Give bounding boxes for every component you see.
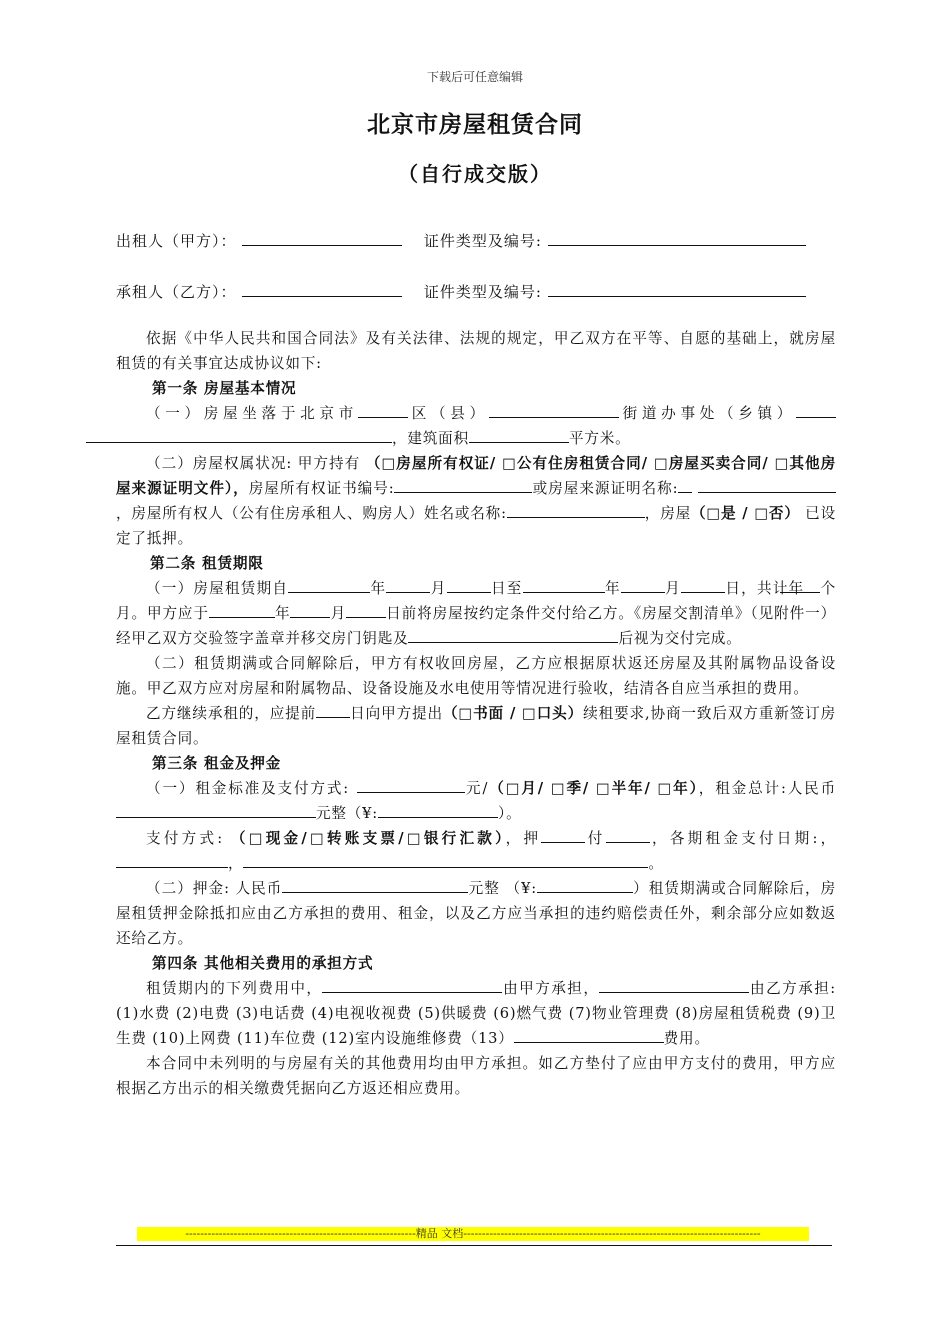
street-office-blank[interactable] [489, 403, 619, 418]
ownership-document-checkboxes[interactable]: （□房屋所有权证/ □公有住房租赁合同/ □房屋买卖合同/ □其他房屋来源证明文件）， [116, 455, 836, 497]
article-4-clause-2: 本合同中未列明的与房屋有关的其他费用均由甲方承担。如乙方垫付了应由甲方支付的费用，甲方应根据乙方出示的相关缴费凭据向乙方返还相应费用。 [116, 1055, 836, 1097]
payment-date-blank-1[interactable] [116, 853, 228, 868]
start-day-blank[interactable] [447, 578, 491, 593]
lessee-name-blank[interactable] [242, 282, 402, 297]
total-months-blank[interactable] [780, 578, 820, 593]
payment-method-checkboxes[interactable]: （□现金/□转账支票/□银行汇款） [230, 830, 506, 847]
start-month-blank[interactable] [386, 578, 430, 593]
contract-body [116, 326, 836, 1101]
end-year-blank[interactable] [523, 578, 605, 593]
end-month-blank[interactable] [621, 578, 665, 593]
article-3-clause-1: （一）租金标准及支付方式: 元/（□月/ □季/ □半年/ □年），租金总计:人民币元整（¥: ）。 [116, 776, 836, 826]
deposit-months-blank[interactable] [541, 828, 585, 843]
document-subtitle: （自行成交版） [398, 162, 552, 186]
article-3-clause-2: （二）押金: 人民币 元整 （¥: ）租赁期满或合同解除后，房屋租赁押金除抵扣应由乙方承担的费用、租金，以及乙方应当承担的违约赔偿责任外，剩余部分应如数返还给乙方。 [116, 880, 836, 947]
lessor-id-label: 证件类型及编号: [423, 232, 542, 250]
article-2-clause-1: （一）房屋租赁期自 年 月 日至 年 月 日，共计年 个月。甲方应于 年 月 日前将房屋按约定条件交付给乙方。《房屋交割清单》（见附件一）经甲乙双方交验签字盖章并移交房门钥匙及 后视为交付完成。 [116, 580, 836, 647]
lessor-fees-blank[interactable] [322, 978, 502, 993]
footer-banner: --------------------------------------------------------------精品 文档-------------------------------------------------------------------------------- [137, 1227, 809, 1241]
lessor-name-blank[interactable] [242, 231, 402, 246]
article-4-title: 第四条 其他相关费用的承担方式 [152, 955, 374, 972]
source-document-name-blank[interactable] [698, 478, 836, 493]
township-blank[interactable] [796, 403, 836, 418]
article-3-payment-method: 支付方式: （□现金/□转账支票/□银行汇款），押 付 ，各期租金支付日期:，， 。 [116, 826, 836, 876]
deposit-figures-blank[interactable] [537, 878, 633, 893]
lessee-line [116, 281, 806, 302]
lessee-id-label: 证件类型及编号: [423, 283, 542, 301]
lessor-label: 出租人（甲方）： [116, 232, 237, 250]
area-blank[interactable] [469, 428, 569, 443]
footer-text: 精品 文档 [415, 1227, 464, 1240]
owner-name-blank[interactable] [507, 503, 645, 518]
lessee-fees-blank[interactable] [599, 978, 749, 993]
delivery-month-blank[interactable] [290, 603, 330, 618]
document-title: 北京市房屋租赁合同 [367, 111, 583, 138]
other-fee-blank[interactable] [514, 1028, 664, 1043]
article-1-clause-1: （一）房屋坐落于北京市 区（县） 街道办事处（乡镇） ，建筑面积 平方米。 [116, 401, 836, 451]
keys-and-items-blank[interactable] [408, 628, 618, 643]
article-1-clause-2: （二）房屋权属状况: 甲方持有 （□房屋所有权证/ □公有住房租赁合同/ □房屋买卖合同/ □其他房屋来源证明文件），房屋所有权证书编号: 或房屋来源证明名称: ，房屋所有权人（公有住房承租人、购房人）姓名或名称: ，房屋（□是 / □否） 已设定了抵押。 [116, 455, 836, 547]
footer-rule [116, 1245, 832, 1246]
lessor-id-blank[interactable] [548, 231, 806, 246]
start-year-blank[interactable] [288, 578, 370, 593]
deposit-words-blank[interactable] [282, 878, 468, 893]
pay-months-blank[interactable] [606, 828, 650, 843]
end-day-blank[interactable] [681, 578, 725, 593]
certificate-number-blank[interactable] [394, 478, 532, 493]
rent-amount-blank[interactable] [357, 778, 465, 793]
rent-total-words-blank[interactable] [116, 803, 316, 818]
article-1-title: 第一条 房屋基本情况 [152, 380, 297, 397]
address-blank[interactable] [86, 428, 392, 443]
header-note: 下载后可任意编辑 [426, 70, 523, 84]
lessee-label: 承租人（乙方）： [116, 283, 237, 301]
article-2-title: 第二条 租赁期限 [150, 555, 264, 572]
rent-period-checkboxes[interactable]: （□月/ □季/ □半年/ □年） [488, 780, 699, 797]
mortgage-checkboxes[interactable]: （□是 / □否） [691, 505, 800, 522]
rent-total-figures-blank[interactable] [378, 803, 498, 818]
renewal-notice-days-blank[interactable] [316, 703, 350, 718]
article-2-renewal: 乙方继续承租的，应提前 日向甲方提出（□书面 / □口头）续租要求,协商一致后双方重新签订房屋租赁合同。 [116, 705, 836, 747]
article-4-clause-1: 租赁期内的下列费用中， 由甲方承担， 由乙方承担: (1)水费 (2)电费 (3)电话费 (4)电视收视费 (5)供暖费 (6)燃气费 (7)物业管理费 (8)房屋租赁税费 (9)卫生费 (10)上网费 (11)车位费 (12)室内设施维修费（13） 费用。 [116, 980, 836, 1047]
preamble: 依据《中华人民共和国合同法》及有关法律、法规的规定，甲乙双方在平等、自愿的基础上，就房屋租赁的有关事宜达成协议如下: [116, 330, 836, 372]
lessee-id-blank[interactable] [548, 282, 806, 297]
renewal-method-checkboxes[interactable]: （□书面 / □口头） [442, 705, 584, 722]
article-2-clause-2: （二）租赁期满或合同解除后，甲方有权收回房屋，乙方应根据原状返还房屋及其附属物品设备设施。甲乙双方应对房屋和附属物品、设备设施及水电使用等情况进行验收，结清各自应当承担的费用。 [116, 655, 836, 697]
district-blank[interactable] [358, 403, 408, 418]
delivery-day-blank[interactable] [346, 603, 386, 618]
lessor-line [116, 230, 806, 251]
payment-date-blank-2[interactable] [243, 853, 648, 868]
article-3-title: 第三条 租金及押金 [152, 755, 282, 772]
source-document-blank[interactable] [678, 478, 692, 493]
delivery-year-blank[interactable] [209, 603, 275, 618]
